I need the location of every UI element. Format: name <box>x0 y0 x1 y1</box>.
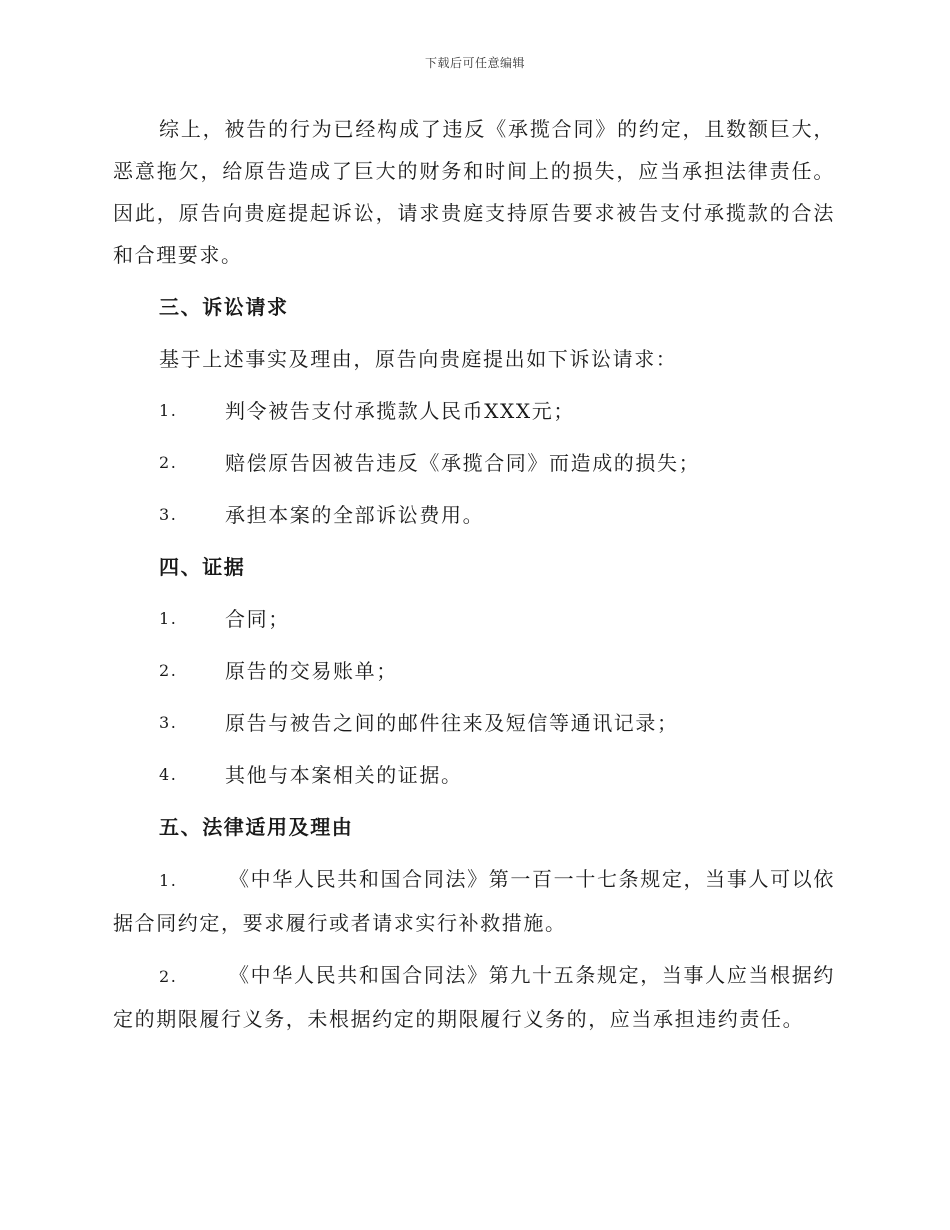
list-text: 原告的交易账单； <box>225 659 398 683</box>
list-number: 3. <box>159 505 178 524</box>
list-text: 原告与被告之间的邮件往来及短信等通讯记录； <box>225 711 679 735</box>
list-number: 2. <box>159 661 178 680</box>
section-heading-evidence: 四、证据 <box>159 555 246 579</box>
list-number: 3. <box>159 713 178 732</box>
list-item <box>113 598 835 640</box>
law-item <box>113 954 835 1040</box>
list-text: 赔偿原告因被告违反《承揽合同》而造成的损失； <box>225 451 701 475</box>
claims-lead-paragraph: 基于上述事实及理由，原告向贵庭提出如下诉讼请求： <box>159 347 678 371</box>
list-item <box>113 442 835 484</box>
law-text: 《中华人民共和国合同法》第一百一十七条规定，当事人可以依据合同约定，要求履行或者请求实行补救措施。 <box>113 867 835 935</box>
section-heading-legal-basis: 五、法律适用及理由 <box>159 815 354 839</box>
list-number: 1. <box>159 871 178 890</box>
list-number: 4. <box>159 765 178 784</box>
list-number: 2. <box>159 453 178 472</box>
list-text: 判令被告支付承揽款人民币XXX元； <box>225 399 575 423</box>
list-number: 1. <box>159 401 178 420</box>
list-item <box>113 390 835 432</box>
law-item <box>113 858 835 944</box>
list-item <box>113 754 835 796</box>
list-item <box>113 702 835 744</box>
list-text: 其他与本案相关的证据。 <box>225 763 463 787</box>
list-text: 承担本案的全部诉讼费用。 <box>225 503 485 527</box>
law-text: 《中华人民共和国合同法》第九十五条规定，当事人应当根据约定的期限履行义务，未根据约定的期限履行义务的，应当承担违约责任。 <box>113 963 835 1031</box>
list-number: 2. <box>159 967 178 986</box>
intro-paragraph: 综上，被告的行为已经构成了违反《承揽合同》的约定，且数额巨大，恶意拖欠，给原告造成了巨大的财务和时间上的损失，应当承担法律责任。因此，原告向贵庭提起诉讼，请求贵庭支持原告要求被告支付承揽款的合法和合理要求。 <box>113 117 835 267</box>
list-text: 合同； <box>225 607 290 631</box>
list-item <box>113 650 835 692</box>
header-note: 下载后可任意编辑 <box>424 56 525 70</box>
list-number: 1. <box>159 609 178 628</box>
document-body <box>113 108 835 1050</box>
section-heading-claims: 三、诉讼请求 <box>159 295 289 319</box>
list-item <box>113 494 835 536</box>
